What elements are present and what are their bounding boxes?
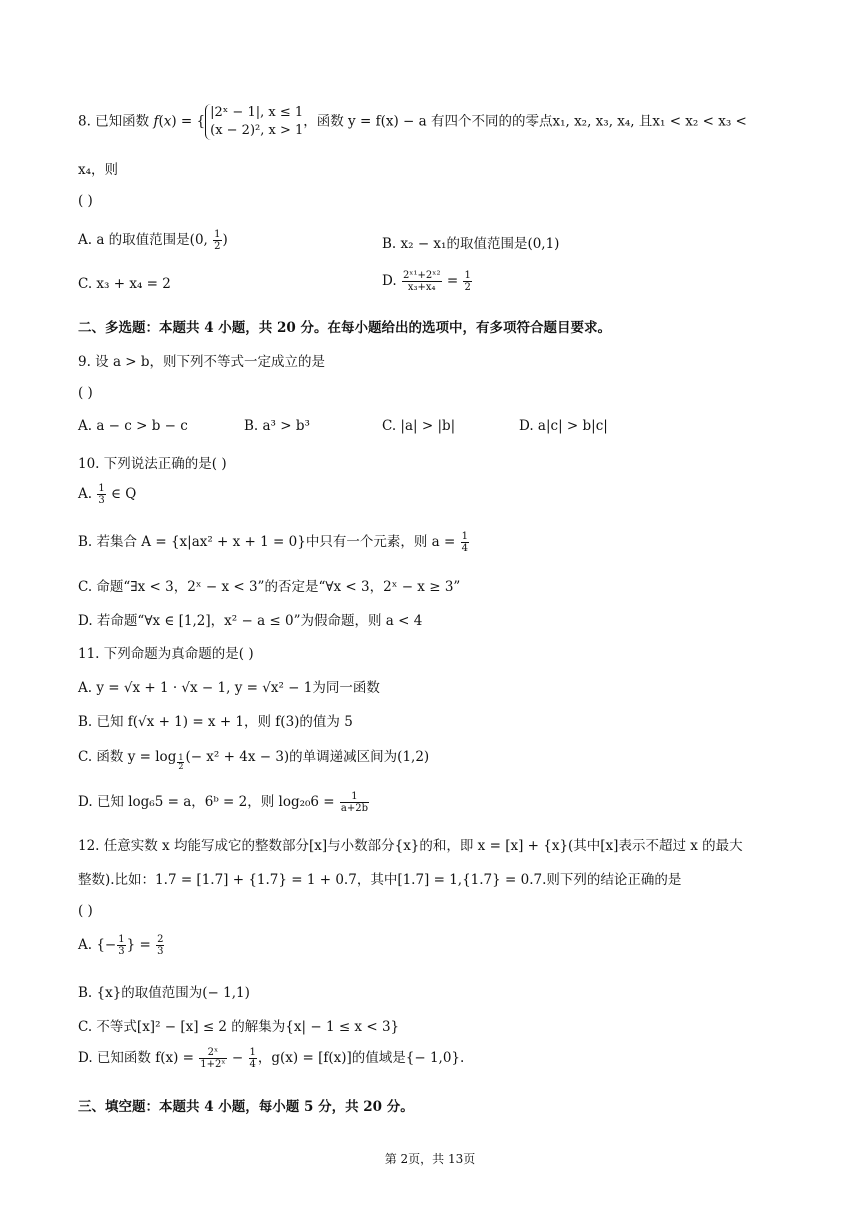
frac-num: 2ˣ: [199, 1047, 226, 1059]
q12-optD-frac: [199, 1047, 226, 1070]
frac-den: 2: [214, 241, 221, 252]
q8-piece2: (x − 2)², x > 1: [210, 123, 304, 138]
frac-den: 4: [249, 1059, 256, 1070]
frac-num: 1: [340, 791, 369, 803]
frac-num: 1: [461, 531, 468, 542]
q8-middle: ，函数 y = f(x) − a 有四个不同的的零点x₁, x₂, x₃, x₄, 且x₁ < x₂ < x₃ <: [303, 113, 747, 130]
q11-optC-base: [177, 754, 184, 771]
q11-optD-frac: [340, 791, 369, 814]
q10-optA-end: ∈ Q: [106, 486, 137, 502]
frac-num: 2ˣ¹+2ˣ²: [402, 270, 441, 281]
q8-cont: x₄，则: [78, 162, 119, 178]
frac-den: 2: [464, 282, 471, 293]
q8-piecewise: [205, 104, 303, 140]
q9-paren: ( ): [78, 385, 93, 401]
q8-stem: 8. 已知函数 f(x) = {|2ˣ − 1|, x ≤ 1 (x − 2)², x > 1，函数 y = f(x) − a 有四个不同的的零点x₁, x₂, x₃, x₄, 且x₁ < x₂ < x₃ <: [78, 105, 747, 138]
page-footer: 第 2页，共 13页: [384, 1152, 476, 1166]
q8-option-b: B. x₂ − x₁的取值范围是(0,1): [382, 236, 560, 252]
q8-optD-frac: [402, 270, 442, 293]
q12-optA-mid: } =: [126, 937, 156, 953]
q8-option-c: C. x₃ + x₄ = 2: [78, 276, 171, 292]
frac-num: 1: [464, 270, 471, 281]
q8-option-a: [78, 228, 228, 252]
q11-option-b: B. 已知 f(√x + 1) = x + 1，则 f(3)的值为 5: [78, 714, 353, 730]
q10-option-c: C. 命题“∃x < 3，2ˣ − x < 3”的否定是“∀x < 3，2ˣ − x ≥ 3”: [78, 579, 461, 595]
q10-optB-prefix: B. 若集合 A = {x|ax² + x + 1 = 0}中只有一个元素，则 a =: [78, 534, 460, 550]
q12-optA-frac: [117, 934, 125, 957]
q10-stem: 10. 下列说法正确的是( ): [78, 456, 227, 472]
q10-option-b: [78, 530, 470, 554]
q9-option-a: A. a − c > b − c: [78, 418, 188, 434]
q8-piece1: |2ˣ − 1|, x ≤ 1: [210, 105, 304, 120]
q10-option-a: [78, 483, 136, 506]
q9-stem: 9. 设 a > b，则下列不等式一定成立的是: [78, 354, 326, 370]
q8-prefix: 8. 已知函数: [78, 113, 150, 130]
q12-optD-frac2: [249, 1047, 257, 1070]
q10-optA-frac: [97, 483, 105, 506]
q8-optA-text: A. a 的取值范围是(0,: [78, 232, 213, 248]
q12-optA-rfrac: [156, 934, 164, 957]
q10-option-d: D. 若命题“∀x ∈ [1,2]，x² − a ≤ 0”为假命题，则 a < 4: [78, 613, 423, 629]
q8-optD-prefix: D.: [382, 273, 401, 289]
q8-paren: ( ): [78, 193, 93, 209]
frac-den: x₃+x₄: [407, 282, 436, 293]
q11-optC-end: (− x² + 4x − 3)的单调递减区间为(1,2): [185, 749, 430, 765]
q12-optD-end: ，g(x) = [f(x)]的值域是{− 1,0}.: [257, 1050, 465, 1066]
q11-stem: 11. 下列命题为真命题的是( ): [78, 646, 254, 662]
frac-den: 1+2ˣ: [200, 1059, 226, 1070]
frac-num: 1: [98, 483, 105, 494]
frac-den: 3: [118, 946, 125, 957]
frac-den: 2: [178, 762, 184, 771]
q10-optB-frac: [461, 531, 469, 554]
frac-den: 3: [98, 495, 105, 506]
frac-num: 1: [178, 753, 184, 762]
frac-den: 4: [461, 543, 468, 554]
q8-optD-eq: =: [442, 273, 463, 289]
q11-option-d: [78, 790, 370, 814]
q8-optA-end: ): [222, 232, 228, 248]
q9-option-d: D. a|c| > b|c|: [519, 418, 608, 434]
frac-num: 1: [214, 229, 221, 240]
frac-den: a+2b: [340, 803, 369, 814]
q9-option-b: B. a³ > b³: [244, 418, 310, 434]
section-3-heading: 三、填空题：本题共 4 小题，每小题 5 分，共 20 分。: [78, 1099, 414, 1115]
q12-option-c: C. 不等式[x]² − [x] ≤ 2 的解集为{x| − 1 ≤ x < 3}: [78, 1019, 400, 1035]
q8-optA-frac: [213, 229, 221, 252]
q12-optA-prefix: A. {−: [78, 937, 117, 953]
q12-optD-prefix: D. 已知函数 f(x) =: [78, 1050, 199, 1066]
q12-stem-line2: 整数).比如：1.7 = [1.7] + {1.7} = 1 + 0.7，其中[1.7] = 1,{1.7} = 0.7.则下列的结论正确的是: [78, 872, 682, 888]
q10-optA-prefix: A.: [78, 486, 97, 502]
frac-num: 1: [249, 1047, 256, 1058]
q11-option-a: A. y = √x + 1 · √x − 1, y = √x² − 1为同一函数: [78, 680, 380, 696]
q11-optC-prefix: C. 函数 y = log: [78, 749, 177, 765]
q12-option-a: [78, 934, 165, 957]
q12-paren: ( ): [78, 903, 93, 919]
section-2-heading: 二、多选题：本题共 4 小题，共 20 分。在每小题给出的选项中，有多项符合题目要求。: [78, 320, 611, 336]
frac-num: 1: [118, 934, 125, 945]
q11-option-c: [78, 745, 429, 771]
q9-option-c: C. |a| > |b|: [382, 418, 456, 434]
q12-option-b: B. {x}的取值范围为(− 1,1): [78, 985, 250, 1001]
q11-optD-prefix: D. 已知 log₆5 = a，6ᵇ = 2，则 log₂₀6 =: [78, 794, 339, 810]
q8-option-d: [382, 270, 473, 293]
q12-optD-mid: −: [227, 1050, 248, 1066]
q8-optD-rfrac: [463, 270, 471, 293]
q12-stem-line1: 12. 任意实数 x 均能写成它的整数部分[x]与小数部分{x}的和，即 x = [x] + {x}(其中[x]表示不超过 x 的最大: [78, 838, 743, 854]
q12-option-d: [78, 1046, 464, 1070]
frac-den: 3: [157, 946, 164, 957]
frac-num: 2: [157, 934, 164, 945]
